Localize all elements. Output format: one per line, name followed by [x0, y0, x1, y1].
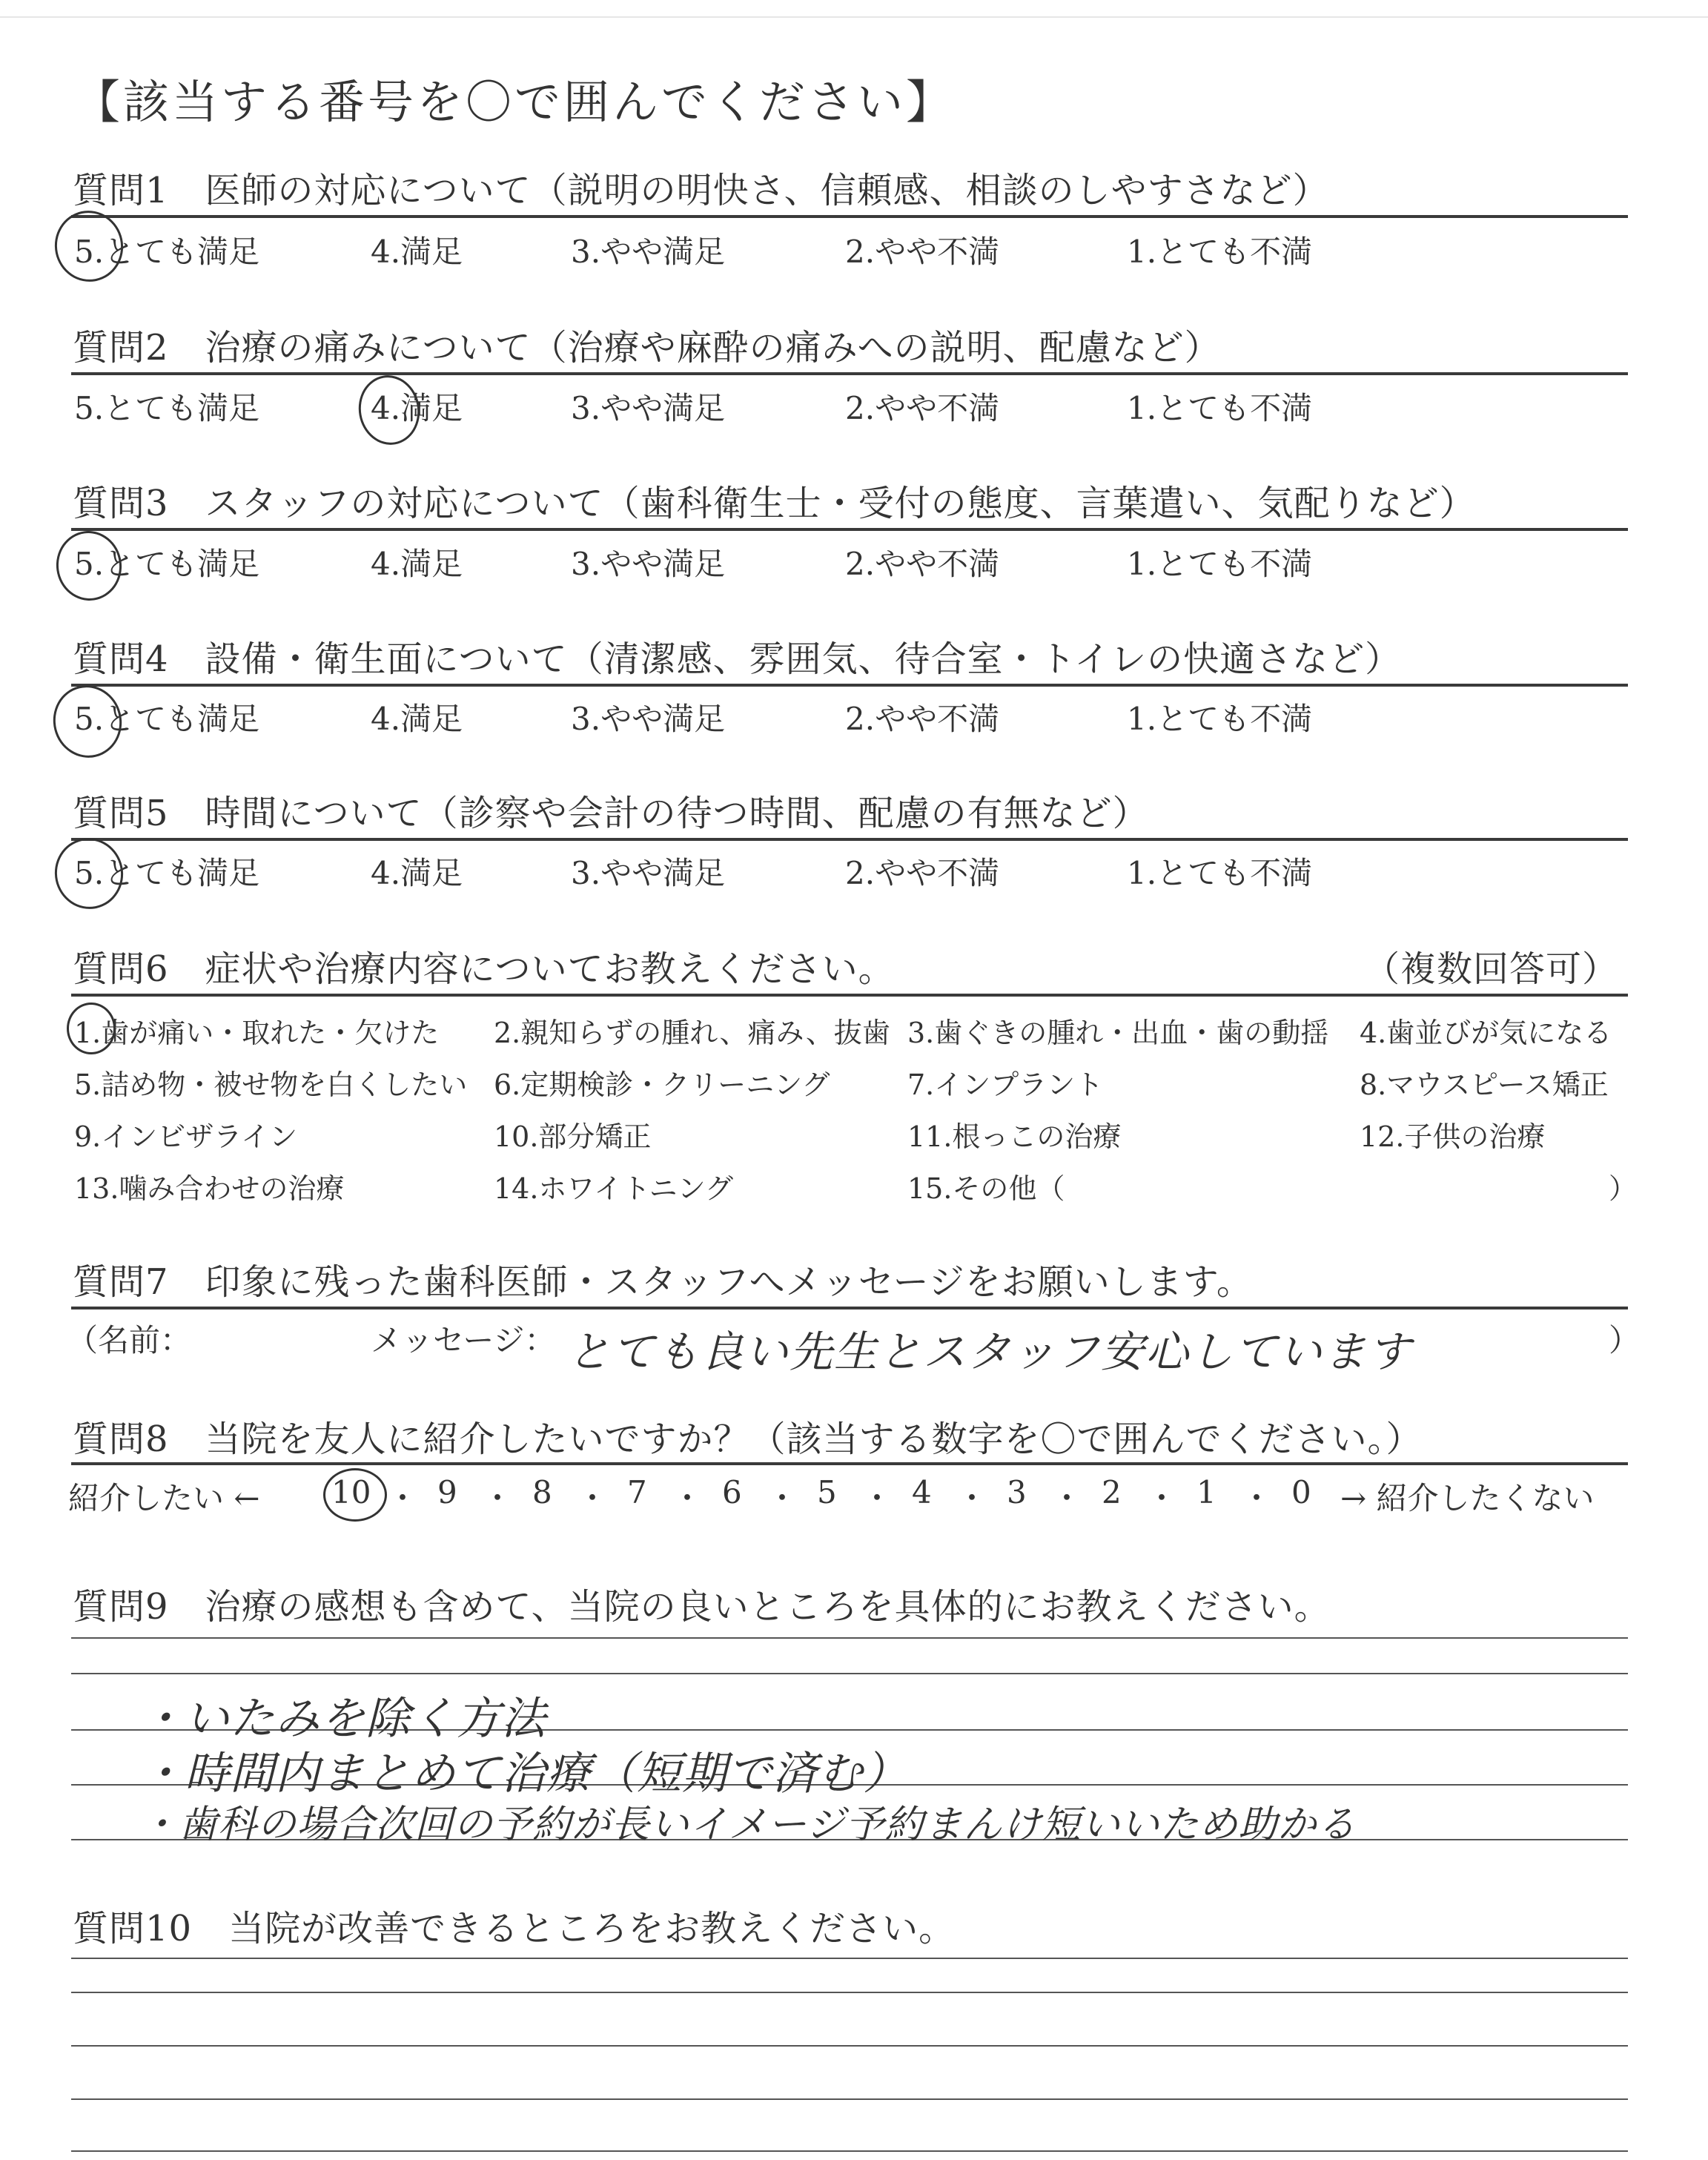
- q4-option-2[interactable]: 2.やや不満: [845, 701, 1000, 737]
- q8-right-label: → 紹介したくない: [1340, 1480, 1595, 1516]
- q8-separator: ・: [1146, 1480, 1178, 1516]
- q6-rule: [71, 994, 1628, 997]
- q3-answer-circle: [52, 526, 126, 604]
- q1-option-2[interactable]: 2.やや不満: [845, 234, 1000, 270]
- q6-item-10[interactable]: 10.部分矯正: [494, 1120, 652, 1153]
- q8-separator: ・: [672, 1480, 704, 1516]
- q2-option-2[interactable]: 2.やや不満: [845, 390, 1000, 426]
- q8-separator: ・: [956, 1480, 988, 1516]
- q4-answer-circle: [46, 678, 130, 764]
- q7-close-paren: ）: [1609, 1322, 1641, 1358]
- q8-scale-0[interactable]: 0: [1291, 1474, 1311, 1510]
- q10-line-5: [71, 2150, 1628, 2152]
- q8-scale-6[interactable]: 6: [722, 1474, 742, 1510]
- q6-item-1[interactable]: 1.歯が痛い・取れた・欠けた: [74, 1017, 440, 1049]
- q6-item-4[interactable]: 4.歯並びが気になる: [1360, 1017, 1612, 1049]
- q9-handwritten-line-1: ・いたみを除く方法: [139, 1693, 546, 1745]
- q8-scale-8[interactable]: 8: [532, 1474, 552, 1510]
- q4-rule: [71, 684, 1628, 687]
- q6-item-7[interactable]: 7.インプラント: [907, 1069, 1104, 1101]
- q5-option-3[interactable]: 3.やや満足: [571, 855, 726, 891]
- q6-answer-circle: [67, 1003, 116, 1054]
- q6-item-5[interactable]: 5.詰め物・被せ物を白くしたい: [74, 1069, 468, 1101]
- q8-separator: ・: [767, 1480, 798, 1516]
- q10-title: 質問10 当院が改善できるところをお教えください。: [73, 1908, 956, 1949]
- q6-item-3[interactable]: 3.歯ぐきの腫れ・出血・歯の動揺: [907, 1017, 1329, 1049]
- q8-scale-5[interactable]: 5: [817, 1474, 837, 1510]
- q5-rule: [71, 838, 1628, 841]
- q2-option-1[interactable]: 1.とても不満: [1127, 390, 1313, 426]
- q6-item-2[interactable]: 2.親知らずの腫れ、痛み、抜歯: [494, 1017, 890, 1049]
- q8-scale-2[interactable]: 2: [1102, 1474, 1122, 1510]
- q2-rule: [71, 372, 1628, 375]
- q7-message-label: メッセージ：: [371, 1322, 556, 1358]
- q4-title: 質問4 設備・衛生面について（清潔感、雰囲気、待合室・トイレの快適さなど）: [73, 638, 1402, 680]
- q7-rule: [71, 1307, 1628, 1309]
- q6-title: 質問6 症状や治療内容についてお教えください。: [73, 948, 895, 990]
- q6-item-9[interactable]: 9.インビザライン: [74, 1120, 298, 1153]
- q1-option-3[interactable]: 3.やや満足: [571, 234, 726, 270]
- q4-option-3[interactable]: 3.やや満足: [571, 701, 726, 737]
- q2-answer-circle: [353, 371, 425, 450]
- page-title: 【該当する番号を〇で囲んでください】: [74, 75, 956, 129]
- q6-item-6[interactable]: 6.定期検診・クリーニング: [494, 1069, 830, 1101]
- top-edge-line: [0, 16, 1708, 18]
- q8-scale-3[interactable]: 3: [1007, 1474, 1027, 1510]
- q3-option-3[interactable]: 3.やや満足: [571, 546, 726, 582]
- q2-title: 質問2 治療の痛みについて（治療や麻酔の痛みへの説明、配慮など）: [73, 327, 1221, 369]
- q4-option-5[interactable]: 5.とても満足: [74, 701, 260, 737]
- q5-option-4[interactable]: 4.満足: [371, 855, 463, 891]
- q9-handwritten-line-3: ・歯科の場合次回の予約が長いイメージ予約まんけ短いいため助かる: [139, 1803, 1357, 1847]
- q10-line-3: [71, 2045, 1628, 2047]
- q9-title: 質問9 治療の感想も含めて、当院の良いところを具体的にお教えください。: [73, 1586, 1331, 1628]
- q8-scale-4[interactable]: 4: [912, 1474, 932, 1510]
- q7-title: 質問7 印象に残った歯科医師・スタッフへメッセージをお願いします。: [73, 1261, 1253, 1303]
- q5-answer-circle: [48, 831, 130, 915]
- q8-answer-circle: [323, 1468, 387, 1522]
- q8-scale-1[interactable]: 1: [1196, 1474, 1217, 1510]
- q6-item-12[interactable]: 12.子供の治療: [1360, 1120, 1546, 1153]
- q6-item-13[interactable]: 13.噛み合わせの治療: [74, 1172, 345, 1205]
- q4-option-1[interactable]: 1.とても不満: [1127, 701, 1313, 737]
- q6-item-11[interactable]: 11.根っこの治療: [907, 1120, 1122, 1153]
- q3-option-1[interactable]: 1.とても不満: [1127, 546, 1313, 582]
- q10-line-4: [71, 2098, 1628, 2100]
- q2-option-4[interactable]: 4.満足: [371, 390, 463, 426]
- q1-option-1[interactable]: 1.とても不満: [1127, 234, 1313, 270]
- q8-separator: ・: [387, 1480, 419, 1516]
- q5-option-5[interactable]: 5.とても満足: [74, 855, 260, 891]
- q8-separator: ・: [577, 1480, 609, 1516]
- q8-separator: ・: [1051, 1480, 1083, 1516]
- q1-option-5[interactable]: 5.とても満足: [74, 234, 260, 270]
- q8-title: 質問8 当院を友人に紹介したいですか？（該当する数字を〇で囲んでください。）: [73, 1418, 1423, 1460]
- q9-line-2: [71, 1673, 1628, 1674]
- q3-option-4[interactable]: 4.満足: [371, 546, 463, 582]
- q6-item-15-close: ）: [1609, 1172, 1638, 1205]
- q8-separator: ・: [482, 1480, 514, 1516]
- q9-line-1: [71, 1637, 1628, 1639]
- q8-separator: ・: [1241, 1480, 1273, 1516]
- q1-rule: [71, 215, 1628, 218]
- q8-left-label: 紹介したい ←: [68, 1480, 260, 1516]
- q3-rule: [71, 528, 1628, 531]
- q10-line-1: [71, 1958, 1628, 1959]
- q8-scale-9[interactable]: 9: [437, 1474, 457, 1510]
- q4-option-4[interactable]: 4.満足: [371, 701, 463, 737]
- q3-option-5[interactable]: 5.とても満足: [74, 546, 260, 582]
- q5-option-1[interactable]: 1.とても不満: [1127, 855, 1313, 891]
- q8-scale-10[interactable]: 10: [331, 1474, 371, 1510]
- q5-title: 質問5 時間について（診察や会計の待つ時間、配慮の有無など）: [73, 793, 1149, 834]
- q10-line-2: [71, 1992, 1628, 1993]
- q6-item-14[interactable]: 14.ホワイトニング: [494, 1172, 734, 1205]
- q7-message-handwritten: とても良い先生とスタッフ安心しています: [567, 1327, 1413, 1377]
- q5-option-2[interactable]: 2.やや不満: [845, 855, 1000, 891]
- q7-name-label: （名前：: [67, 1322, 192, 1358]
- q1-title: 質問1 医師の対応について（説明の明快さ、信頼感、相談のしやすさなど）: [73, 170, 1329, 211]
- q9-handwritten-line-2: ・時間内まとめて治療（短期で済む）: [139, 1748, 908, 1800]
- q3-option-2[interactable]: 2.やや不満: [845, 546, 1000, 582]
- q6-note: （複数回答可）: [1364, 948, 1619, 990]
- q3-title: 質問3 スタッフの対応について（歯科衛生士・受付の態度、言葉遣い、気配りなど）: [73, 483, 1476, 524]
- q8-scale-7[interactable]: 7: [627, 1474, 647, 1510]
- q2-option-3[interactable]: 3.やや満足: [571, 390, 726, 426]
- q1-option-4[interactable]: 4.満足: [371, 234, 463, 270]
- q2-option-5[interactable]: 5.とても満足: [74, 390, 260, 426]
- q6-item-8[interactable]: 8.マウスピース矯正: [1360, 1069, 1609, 1101]
- q6-item-15[interactable]: 15.その他（: [907, 1172, 1065, 1205]
- q8-rule: [71, 1462, 1628, 1465]
- q8-separator: ・: [861, 1480, 893, 1516]
